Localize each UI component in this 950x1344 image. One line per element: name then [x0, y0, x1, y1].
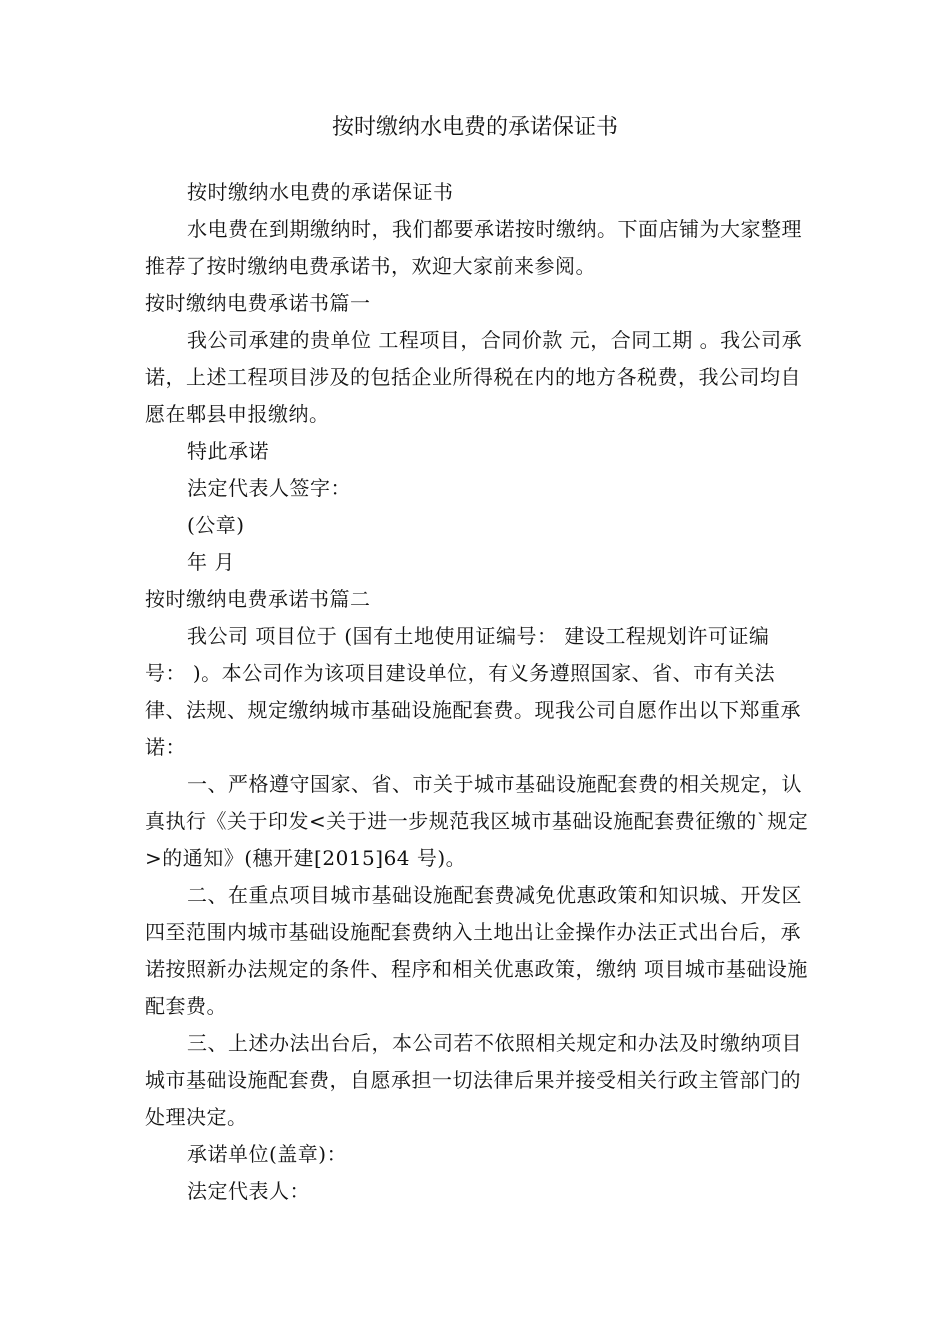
paragraph-seal: (公章) — [187, 513, 245, 537]
paragraph-item-1: 一、严格遵守国家、省、市关于城市基础设施配套费的相关规定，认真执行《关于印发<关于进一步规范我区城市基础设施配套费征缴的`规定>的通知》(穗开建[2015]64 号)。 — [145, 772, 809, 870]
paragraph-project-info: 我公司 项目位于 (国有土地使用证编号： 建设工程规划许可证编号： )。本公司作为该项目建设单位，有义务遵照国家、省、市有关法律、法规、规定缴纳城市基础设施配套费。现我公司自愿作出以下郑重承诺： — [145, 624, 801, 759]
paragraph-intro: 水电费在到期缴纳时，我们都要承诺按时缴纳。下面店铺为大家整理推荐了按时缴纳电费承诺书，欢迎大家前来参阅。 — [145, 217, 802, 278]
document-body — [145, 174, 810, 1210]
paragraph-item-3: 三、上述办法出台后，本公司若不依照相关规定和办法及时缴纳项目城市基础设施配套费，自愿承担一切法律后果并接受相关行政主管部门的处理决定。 — [145, 1031, 802, 1129]
paragraph-commitment-1: 我公司承建的贵单位 工程项目，合同价款 元，合同工期 。我公司承诺，上述工程项目涉及的包括企业所得税在内的地方各税费，我公司均自愿在郫县申报缴纳。 — [145, 328, 803, 426]
paragraph-committing-unit: 承诺单位(盖章)： — [187, 1142, 348, 1166]
section-heading-1: 按时缴纳电费承诺书篇一 — [145, 291, 371, 315]
paragraph-legal-rep-signature: 法定代表人签字： — [187, 476, 351, 500]
paragraph-subtitle: 按时缴纳水电费的承诺保证书 — [187, 180, 454, 204]
paragraph-date: 年 月 — [187, 550, 235, 574]
paragraph-item-2: 二、在重点项目城市基础设施配套费减免优惠政策和知识城、开发区四至范围内城市基础设施配套费纳入土地出让金操作办法正式出台后，承诺按照新办法规定的条件、程序和相关优惠政策，缴纳 项目城市基础设施配套费。 — [145, 883, 808, 1018]
section-heading-2: 按时缴纳电费承诺书篇二 — [145, 587, 371, 611]
paragraph-legal-rep: 法定代表人： — [187, 1179, 310, 1203]
paragraph-hereby: 特此承诺 — [187, 439, 269, 463]
document-title: 按时缴纳水电费的承诺保证书 — [331, 115, 618, 140]
